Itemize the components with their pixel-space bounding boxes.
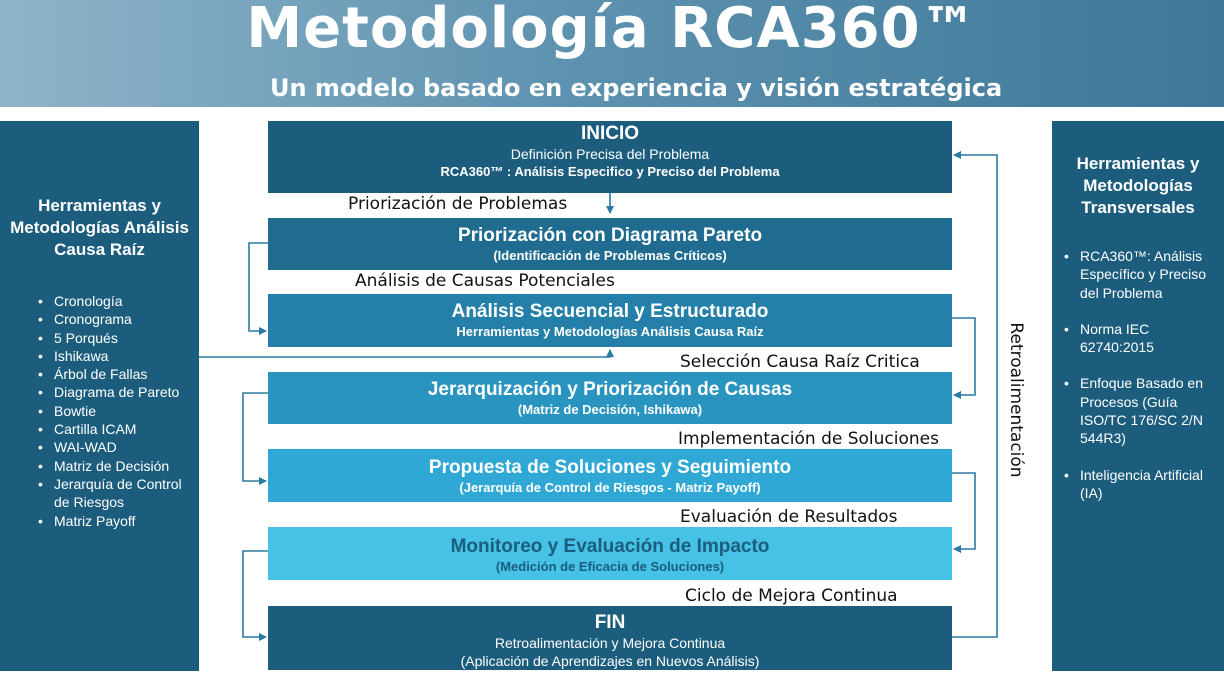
step-jerarquizacion [268,372,952,424]
list-item: • Inteligencia Artificial (IA) [1060,466,1224,503]
left-tools-list [34,292,199,530]
step-title: Jerarquización y Priorización de Causas [427,379,793,400]
step-description: (Jerarquía de Control de Riesgos - Matriz Payoff) [459,480,761,495]
arrow-analisis-to-jerarquizacion [952,318,975,395]
step-analisis-secuencial [268,294,952,347]
list-item: • Cronología [34,292,199,310]
step-title: Priorización con Diagrama Pareto [457,225,763,246]
step-title: Propuesta de Soluciones y Seguimiento [428,457,792,478]
connector-label: Implementación de Soluciones [678,429,939,449]
arrow-feedback-loop [952,155,997,637]
right-panel-title: Herramientas y Metodologías Transversales [1076,154,1200,217]
step-description: RCA360™ : Análisis Especifico y Preciso del Problema [440,164,780,179]
page-title: Metodología RCA360™ [246,0,978,61]
left-tools-panel [0,121,199,671]
step-description: Definición Precisa del Problema [510,146,710,162]
list-item: • Ishikawa [34,347,199,365]
step-description: Herramientas y Metodologías Análisis Causa Raíz [456,324,764,339]
list-item: • Enfoque Basado en Procesos (Guía ISO/TC 176/SC 2/N 544R3) [1060,374,1224,447]
step-description: Retroalimentación y Mejora Continua [494,635,726,651]
list-item: • 5 Porqués [34,329,199,347]
arrow-pareto-to-analisis [249,243,268,331]
right-tools-list [1060,247,1224,502]
step-title: INICIO [580,123,640,144]
list-item: • Árbol de Fallas [34,365,199,383]
arrow-monitoreo-to-fin [243,551,268,637]
step-title: FIN [594,612,626,633]
step-title: Análisis Secuencial y Estructurado [451,301,769,322]
list-item: • WAI-WAD [34,438,199,456]
list-item: • Bowtie [34,402,199,420]
step-propuesta-soluciones [268,449,952,502]
step-description: (Matriz de Decisión, Ishikawa) [517,402,703,417]
step-monitoreo [268,527,952,580]
connector-label: Análisis de Causas Potenciales [355,271,615,291]
feedback-label-container [1003,315,1026,485]
arrow-tools-to-analisis [199,350,610,357]
list-item: • Jerarquía de Control de Riesgos [34,475,199,512]
feedback-label: Retroalimentación [1006,322,1026,478]
arrow-jerarquizacion-to-propuesta [243,393,268,481]
list-item: • Diagrama de Pareto [34,383,199,401]
step-priorizacion-pareto [268,218,952,270]
connector-label: Selección Causa Raíz Critica [680,352,920,372]
list-item: • Matriz de Decisión [34,457,199,475]
page-subtitle: Un modelo basado en experiencia y visión estratégica [270,74,1003,102]
connector-label: Ciclo de Mejora Continua [685,586,898,606]
right-tools-panel [1052,121,1224,671]
step-description: (Medición de Eficacia de Soluciones) [495,559,725,574]
left-panel-title: Herramientas y Metodologías Análisis Causa Raíz [10,196,189,259]
step-title: Monitoreo y Evaluación de Impacto [450,536,770,557]
step-fin [268,606,952,670]
step-description: (Identificación de Problemas Críticos) [493,248,727,263]
list-item: • Cartilla ICAM [34,420,199,438]
list-item: • Matriz Payoff [34,512,199,530]
step-description: (Aplicación de Aprendizajes en Nuevos Análisis) [460,653,760,669]
connector-label: Priorización de Problemas [348,194,568,214]
arrow-propuesta-to-monitoreo [952,473,975,549]
list-item: • Norma IEC 62740:2015 [1060,320,1224,357]
connector-label: Evaluación de Resultados [680,507,898,527]
list-item: • RCA360™: Análisis Específico y Preciso del Problema [1060,247,1224,302]
list-item: • Cronograma [34,310,199,328]
step-inicio [268,121,952,193]
